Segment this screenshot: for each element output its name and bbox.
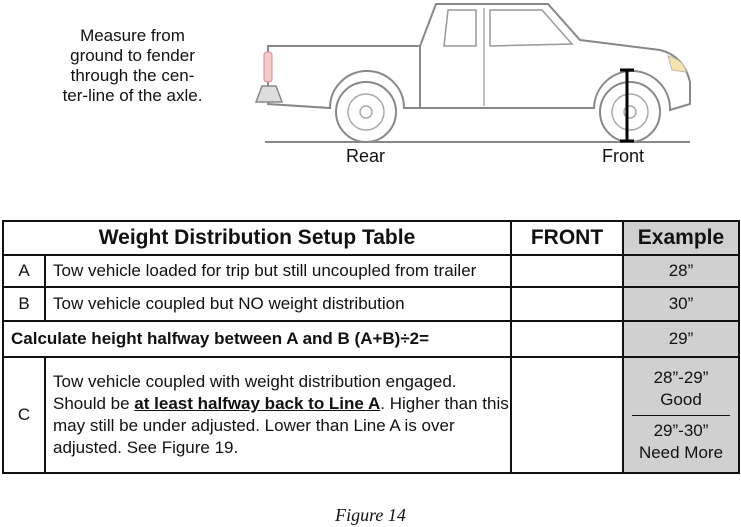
row-letter: A	[3, 255, 45, 287]
row-description: Tow vehicle loaded for trip but still uncoupled from trailer	[45, 255, 511, 287]
example-good-label: Good	[660, 389, 702, 409]
table-row-a	[3, 255, 739, 287]
table-header-row	[3, 221, 739, 255]
example-value-split	[623, 357, 739, 473]
front-label: Front	[602, 146, 645, 166]
weight-distribution-table	[2, 220, 740, 474]
front-value-cell[interactable]	[511, 357, 623, 473]
example-column-header: Example	[623, 221, 739, 255]
rear-label: Rear	[346, 146, 386, 166]
table-row-c	[3, 357, 739, 473]
example-more-label: Need More	[638, 442, 724, 462]
rear-wheel	[336, 82, 396, 142]
front-value-cell[interactable]	[511, 321, 623, 357]
row-letter: C	[3, 357, 45, 473]
example-more-range: 29”-30”	[653, 420, 709, 440]
figure-caption: Figure 14	[335, 505, 406, 525]
front-column-header: FRONT	[511, 221, 623, 255]
table-title: Weight Distribution Setup Table	[3, 221, 511, 255]
example-value: 28”	[623, 255, 739, 287]
example-value: 30”	[623, 287, 739, 321]
example-good-range: 28”-29”	[653, 367, 709, 387]
rear-window	[444, 10, 476, 46]
description-part-1: Tow vehicle coupled with weight distribution engaged. Should be	[53, 372, 457, 413]
measurement-instruction: Measure from ground to fender through the cen- ter-line of the axle.	[62, 26, 203, 105]
row-letter: B	[3, 287, 45, 321]
table-row-b	[3, 287, 739, 321]
example-value: 29”	[623, 321, 739, 357]
description-emphasis: at least halfway back to Line A	[134, 394, 381, 413]
calculation-text: Calculate height halfway between A and B (A+B)÷2=	[3, 321, 511, 357]
front-wheel	[600, 82, 660, 142]
tail-light	[264, 52, 272, 82]
row-description: Tow vehicle coupled but NO weight distribution	[45, 287, 511, 321]
front-value-cell[interactable]	[511, 255, 623, 287]
example-divider	[632, 415, 730, 416]
front-value-cell[interactable]	[511, 287, 623, 321]
row-description	[45, 357, 511, 473]
table-row-calc	[3, 321, 739, 357]
description-part-2: . Higher than this may still be under adjusted. Lower than Line A is over adjusted. See Figure 19.	[53, 394, 509, 457]
